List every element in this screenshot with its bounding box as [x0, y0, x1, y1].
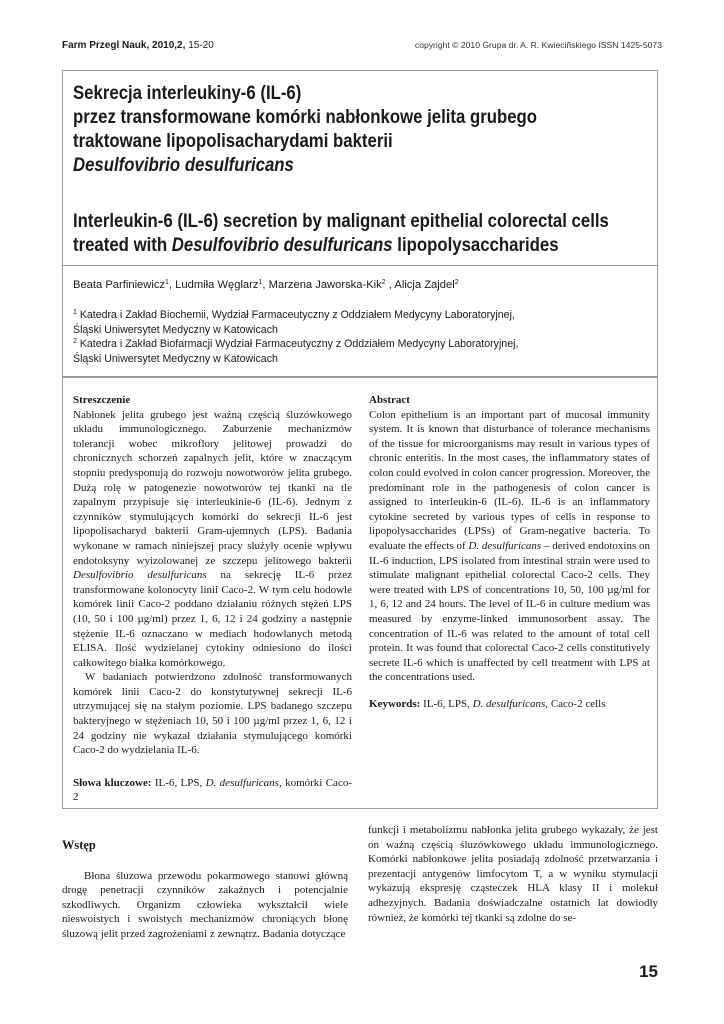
streszczenie-paragraph-2: W badaniach potwierdzono zdolność transformowanych komórek linii Caco-2 do konstytutywnej sekrecji IL-6 utrzymującej się na stałym poziomie. LPS badanego szczepu bakteryjnego w stężeniach 10, 50 i 100 µg/ml przez 1, 6, 12 i 24 godziny nie wykazał działania stymulującego komórki Caco-2 do wydzielania IL-6.	[73, 671, 352, 757]
affiliation-1-line-1: $^1$ Katedra i Zakład Biochemii, Wydział Farmaceutyczny z Oddziałem Medycyny Laboratoryjnej,	[73, 309, 515, 321]
streszczenie-paragraph-1: Nabłonek jelita grubego jest ważną częścią śluzówkowego układu immunologicznego. Zaburzenie mechanizmów tolerancji wobec mikroflory jelitowej prowadzi do chronicznych schorzeń zapalnych jelit, które w znaczącym stopniu predysponują do rozwoju nowotworów jelita grubego. Dużą rolę w patogenezie nowotworów tej tkanki na tle zapalnym przypisuje się interleukinie-6 (IL-6). Jednym z czynników stymulujących komórki do sekrecji IL-6 jest lipopolisacharyd bakterii Gram-ujemnych (LPS). Badania wykonane w ramach niniejszej pracy służyły ocenie wpływu endotoksyny wyizolowanej ze szczepu jelitowego bakterii Desulfovibrio desulfuricans na sekrecję IL-6 przez transformowane kolonocyty linii Caco-2. W tym celu hodowle komórek linii Caco-2 poddano działaniu różnych stężeń LPS (10, 50 i 100 µg/ml) przez 1, 6, 12 i 24 godziny a następnie stężenie IL-6 oznaczano w mediach hodowlanych metodą ELISA. Ilość wydzielanej cytokiny odniesiono do ilości całkowitego białka komórkowego.	[73, 408, 352, 669]
title-polish	[73, 81, 572, 177]
abstract-paragraph: Colon epithelium is an important part of mucosal immunity system. It is known that disturbance of tolerance mechanisms of the tissue for microorganisms may result in various types of chronic enteritis. In the most cases, the inflammatory states of colon could evolved in colon cancer progression. Moreover, the predominant role in the pathogenesis of colon cancer is assigned to interleukin-6 (IL-6). IL-6 is an inflammatory cytokine secreted by various types of cells in response to lipopolysaccharides (LPSs) of Gram-negative bacteria. To evaluate the effects of D. desulfuricans – derived endotoxins on IL-6 induction, LPS isolated from intestinal strain were used to stimulate malignant epithelial colorectal Caco-2 cells. They were treated with LPS of concentrations 10, 50, 100 µg/ml for 1, 6, 12 and 24 hours. The level of IL-6 in culture medium was measured by enzyme-linked immunosorbent assay. The concentration of IL-6 was related to the amount of total cell protein. It was found that colorectal Caco-2 cells constitutively secrete IL-6 which is unaffected by cell treatment with LPS at the concentrations used.	[369, 408, 650, 684]
copyright-line: copyright © 2010 Grupa dr. A. R. Kwieciñskiego ISSN 1425-5073	[414, 40, 662, 50]
title-english	[73, 209, 609, 257]
title-en-line-1: Interleukin-6 (IL-6) secretion by malignant epithelial colorectal cells	[73, 210, 609, 232]
keywords: Keywords: IL-6, LPS, D. desulfuricans, Caco-2 cells	[369, 697, 606, 710]
page-number: 15	[639, 962, 658, 981]
page-range: 15-20	[188, 40, 214, 51]
author-4: , Alicja Zajdel	[385, 279, 455, 291]
affiliation-2-line-1: $^2$ Katedra i Zakład Biofarmacji Wydział Farmaceutyczny z Oddziałem Medycyny Laboratoryjnej,	[73, 338, 519, 350]
running-header	[62, 40, 662, 54]
section-heading-wstep: Wstęp	[62, 838, 96, 852]
author-3: , Marzena Jaworska-Kik	[262, 279, 382, 291]
abstract-box	[62, 377, 658, 809]
author-1: Beata Parfiniewicz	[73, 279, 166, 291]
title-pl-line-3: traktowane lipopolisacharydami bakterii	[73, 130, 393, 152]
title-pl-line-1: Sekrecja interleukiny-6 (IL-6)	[73, 82, 302, 104]
author-box	[62, 265, 658, 377]
title-box	[62, 70, 658, 266]
streszczenie-heading: Streszczenie	[73, 394, 131, 406]
title-pl-line-4: Desulfovibrio desulfuricans	[73, 154, 294, 176]
title-pl-line-2: przez transformowane komórki nabłonkowe jelita grubego	[73, 106, 538, 128]
title-en-species: Desulfovibrio desulfuricans	[171, 234, 393, 256]
abstract-heading: Abstract	[369, 394, 410, 406]
author-2: , Ludmiła Węglarz	[168, 279, 259, 291]
body-paragraph-left: Błona śluzowa przewodu pokarmowego stanowi główną drogę penetracji czynników zakaźnych i potencjalnie szkodliwych. Organizm człowieka wykształcił wiele nieswoistych i swoistych mechanizmów chroniących błonę śluzową jelit przed zagrożeniami z zewnątrz. Badania dotyczące	[62, 869, 348, 940]
body-right-column	[368, 823, 658, 925]
abstract-column	[369, 393, 650, 711]
slowa-kluczowe: Słowa kluczowe: IL-6, LPS, D. desulfuricans, komórki Caco-2	[73, 776, 352, 804]
journal-citation: Farm Przegl Nauk, 2010,2, 15-20	[62, 40, 214, 51]
affiliation-2-line-2: Śląski Uniwersytet Medyczny w Katowicach	[73, 352, 278, 365]
body-paragraph-right: funkcji i metabolizmu nabłonka jelita grubego wykazały, że jest on ważną częścią śluzówkowego układu immunologicznego. Komórki nabłonkowe jelita posiadają zdolność przetwarzania i prezentacji antygenów limfocytom T, a w wyniku stymulacji wykazują ekspresję cząsteczek HLA klasy II i molekuł adhezyjnych. Badania doświadczalne ostatnich lat dowiodły również, że komórki tej tkanki są zdolne do se-	[368, 824, 658, 924]
author-list: Beata Parfiniewicz$^1$, Ludmiła Węglarz$^1$, Marzena Jaworska-Kik$^2$ , Alicja Zajdel$^2$	[73, 279, 459, 291]
affiliation-1-line-2: Śląski Uniwersytet Medyczny w Katowicach	[73, 323, 278, 336]
streszczenie-column	[73, 393, 352, 805]
title-en-line-2: treated with Desulfovibrio desulfuricans lipopolysaccharides	[73, 234, 559, 256]
affiliations	[73, 308, 518, 366]
body-left-column	[62, 838, 348, 942]
